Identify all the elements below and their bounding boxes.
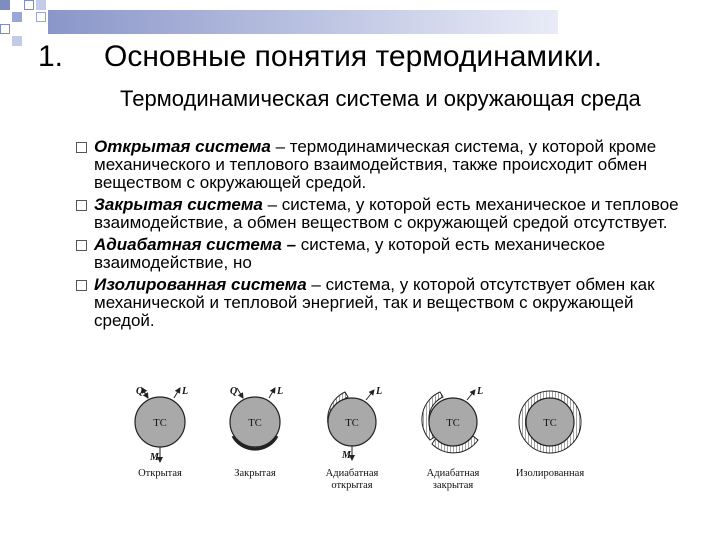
definition-text: – система, у которой отсутствует обмен как механической и тепловой энергией, так и веществом с окружающей средой. (94, 275, 655, 330)
checkbox-bullet-icon (76, 240, 87, 251)
checkbox-bullet-icon (76, 200, 87, 211)
caption-adiabatic-open-2: открытая (331, 480, 373, 491)
caption-adiabatic-closed-2: закрытая (432, 480, 474, 491)
definition-list (76, 138, 696, 334)
open-system-figure (135, 386, 188, 479)
caption-open: Открытая (138, 468, 182, 479)
term-open-system: Открытая система (94, 137, 271, 156)
caption-adiabatic-open-1: Адиабатная (325, 468, 379, 479)
list-item (76, 276, 696, 330)
page-title: Основные понятия термодинамики. (104, 40, 603, 73)
term-adiabatic-system: Адиабатная система – (94, 235, 297, 254)
circle-label: ТС (345, 418, 359, 429)
circle-label: ТС (543, 418, 557, 429)
definition-text: – термодинамическая система, у которой кроме механического и теплового взаимодействия, также происходит обмен веществом с окружающей средой. (94, 137, 657, 192)
heat-label: Q (136, 386, 144, 397)
system-types-diagram (120, 378, 600, 498)
page-subtitle: Термодинамическая система и окружающая среда (120, 86, 641, 111)
adiabatic-open-figure (326, 386, 382, 491)
mass-label: M (342, 450, 351, 461)
term-closed-system: Закрытая система (94, 195, 263, 214)
list-item (76, 236, 696, 272)
list-item (76, 196, 696, 232)
work-label: L (182, 386, 189, 397)
term-isolated-system: Изолированная система (94, 275, 307, 294)
checkbox-bullet-icon (76, 142, 87, 153)
checkbox-bullet-icon (76, 280, 87, 291)
caption-adiabatic-closed-1: Адиабатная (426, 468, 480, 479)
adiabatic-closed-figure (422, 386, 483, 491)
closed-system-figure (230, 386, 283, 479)
list-item (76, 138, 696, 192)
heat-label: Q (230, 386, 238, 397)
circle-label: ТС (446, 418, 460, 429)
caption-closed: Закрытая (234, 468, 276, 479)
isolated-system-figure (516, 391, 585, 479)
definition-text: – система, у которой есть механическое и тепловое взаимодействие, а обмен веществом с окружающей средой отсутствует. (94, 195, 679, 232)
circle-label: ТС (248, 418, 262, 429)
mass-label: M (150, 452, 159, 463)
definition-text: система, у которой есть механическое взаимодействие, но (94, 235, 606, 272)
work-label: L (277, 386, 284, 397)
work-label: L (376, 386, 383, 397)
decorative-corner (0, 0, 560, 45)
header-gradient-bar (48, 10, 558, 34)
slide-number: 1. (38, 40, 64, 73)
circle-label: ТС (153, 418, 167, 429)
caption-isolated: Изолированная (515, 468, 585, 479)
work-label: L (477, 386, 484, 397)
